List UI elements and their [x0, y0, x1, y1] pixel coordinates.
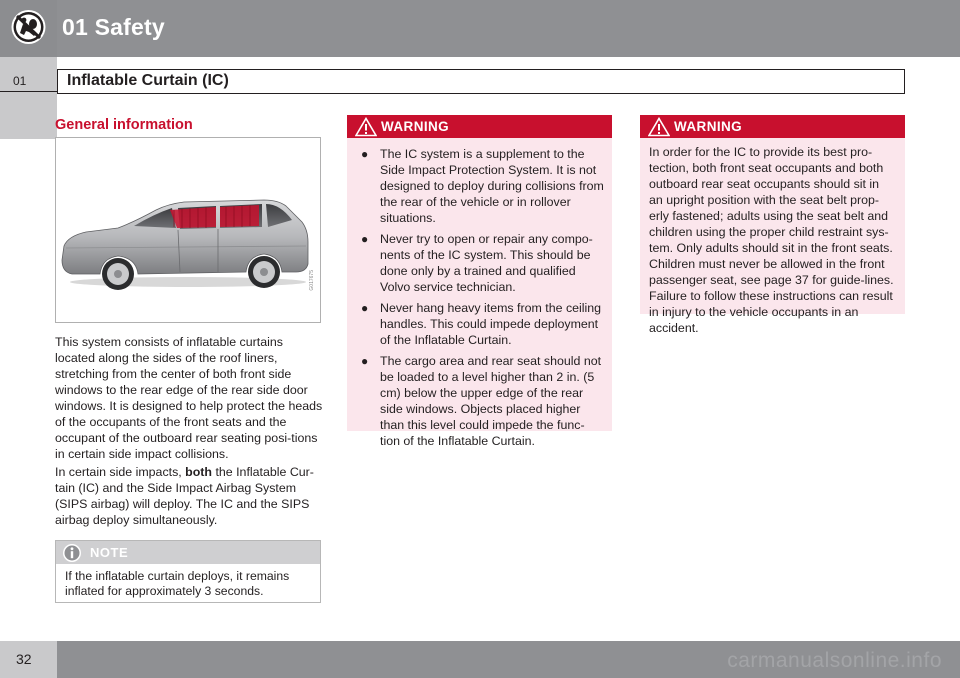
- warning-header: [347, 115, 612, 138]
- bullet: ●: [361, 301, 369, 315]
- section-title-box: [57, 69, 905, 94]
- car-side-with-curtain-airbag-illustration: [55, 137, 321, 323]
- note-box: [55, 540, 321, 603]
- no-airbag-symbol-icon: [0, 0, 57, 57]
- note-title: NOTE: [90, 545, 129, 560]
- general-information-heading: General information: [55, 117, 193, 133]
- warning-item-text: Never try to open or repair any compo-nents of the IC system. This should be done only by a trained and qualified Volvo service technician.: [380, 232, 593, 294]
- chapter-tab[interactable]: [0, 57, 57, 139]
- section-title: Inflatable Curtain (IC): [67, 72, 229, 89]
- figure-code: G017675: [309, 270, 315, 291]
- bullet: ●: [361, 354, 369, 368]
- warning-title: WARNING: [674, 119, 743, 134]
- warning-header: [640, 115, 905, 138]
- warning-item-text: The cargo area and rear seat should not be loaded to a level higher than 2 in. (5 cm) below the upper edge of the rear side windows. Objects placed higher than this level could impede the func-tion of the Inflatable Curtain.: [380, 354, 602, 448]
- deployment-paragraph-pre: In certain side impacts,: [55, 465, 186, 479]
- note-header: [56, 541, 320, 564]
- deployment-paragraph: [55, 464, 323, 528]
- general-information-column: [55, 115, 320, 133]
- chapter-title: 01 Safety: [62, 14, 165, 40]
- info-icon: [62, 543, 82, 568]
- warning-item: [347, 353, 604, 449]
- warning-item-text: Never hang heavy items from the ceiling handles. This could impede deployment of the Inflatable Curtain.: [380, 301, 602, 347]
- warning-item: [347, 146, 604, 226]
- deployment-paragraph-bold: both: [185, 465, 212, 479]
- warning-triangle-icon: [648, 117, 670, 142]
- page-number: 32: [16, 651, 32, 667]
- warning-item: [347, 300, 604, 348]
- section-divider-line: [0, 91, 57, 92]
- warning-item-text: The IC system is a supplement to the Side Impact Protection System. It is not designed to deploy during collisions from the rear of the vehicle or in rollover situations.: [380, 147, 604, 225]
- intro-paragraph: This system consists of inflatable curtains located along the sides of the roof liners, stretching from the center of both front side windows to the rear edge of the rear side door windows. It is designed to help protect the heads of the occupants of the front seats and the occupant of the outboard rear seating posi-tions in certain side impact collisions.: [55, 335, 323, 461]
- bullet: ●: [361, 232, 369, 246]
- bullet: ●: [361, 147, 369, 161]
- warning-item: [347, 231, 604, 295]
- watermark: carmanualsonline.info: [727, 649, 942, 672]
- warning-triangle-icon: [355, 117, 377, 142]
- note-text: If the inflatable curtain deploys, it remains inflated for approximately 3 seconds.: [65, 569, 290, 598]
- warning-text: In order for the IC to provide its best pro-tection, both front seat occupants and both outboard rear seat occupants should sit in an upright position with the seat belt prop-erly fastened; adults using the seat belt and children using the proper child restraint sys-tem. Only adults should sit in the front seats. Children must never be allowed in the front passenger seat, see page 37 for guide-lines. Failure to follow these instructions can result in injury to the vehicle occupants in an accident.: [649, 145, 894, 335]
- warning-box-occupant-position: [640, 115, 905, 335]
- deployment-paragraph-post: the Inflatable Cur-tain (IC) and the Side Impact Airbag System (SIPS airbag) will deploy. The IC and the SIPS airbag deploy simultaneously.: [55, 465, 314, 527]
- warning-title: WARNING: [381, 119, 450, 134]
- warning-box-ic-system: [347, 115, 612, 448]
- chapter-tab-label: 01: [13, 74, 27, 88]
- warning-list: [347, 138, 612, 464]
